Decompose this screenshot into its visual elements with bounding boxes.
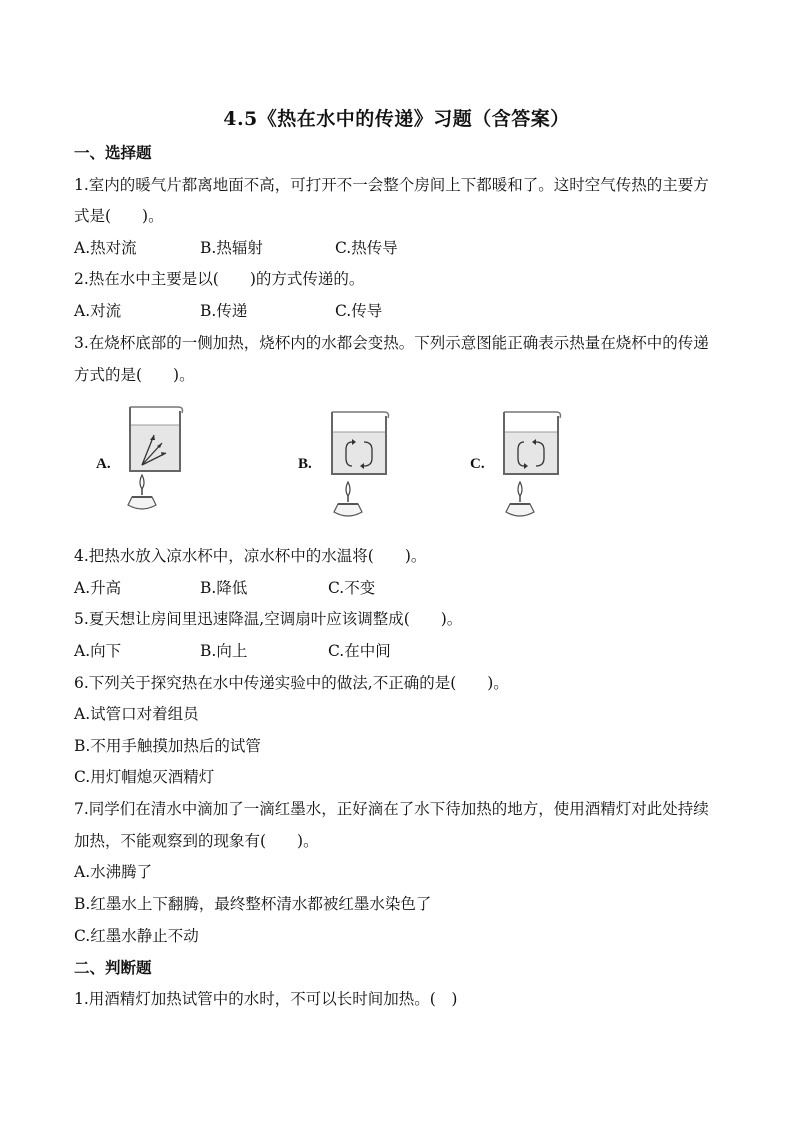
question-5-option-b: B.向上	[200, 642, 248, 660]
question-6-option-c: C.用灯帽熄灭酒精灯	[74, 768, 215, 786]
page-title: 4.5《热在水中的传递》习题（含答案）	[223, 108, 570, 130]
question-6-option-a: A.试管口对着组员	[74, 705, 199, 723]
figure-label-a: A.	[96, 456, 111, 472]
question-1-line-2: 式是( )。	[74, 207, 164, 225]
question-7-line-2: 加热，不能观察到的现象有( )。	[74, 832, 319, 850]
question-6-option-b: B.不用手触摸加热后的试管	[74, 737, 261, 755]
question-1-line-1: 1.室内的暖气片都离地面不高，可打开不一会整个房间上下都暖和了。这时空气传热的主要方	[74, 176, 709, 194]
question-5-text: 5.夏天想让房间里迅速降温,空调扇叶应该调整成( )。	[74, 610, 463, 628]
question-5-option-a: A.向下	[74, 642, 122, 660]
question-4-option-b: B.降低	[200, 579, 248, 597]
section-heading-choice: 一、选择题	[74, 143, 152, 162]
judge-question-1-text: 1.用酒精灯加热试管中的水时，不可以长时间加热。( )	[74, 990, 458, 1008]
question-7-line-1: 7.同学们在清水中滴加了一滴红墨水，正好滴在了水下待加热的地方，使用酒精灯对此处持续	[74, 800, 709, 818]
figure-label-b: B.	[298, 456, 312, 472]
beaker-diagram-c	[500, 410, 564, 522]
question-4-option-a: A.升高	[74, 579, 122, 597]
question-2-text: 2.热在水中主要是以( )的方式传递的。	[74, 270, 365, 288]
question-7-option-b: B.红墨水上下翻腾，最终整杯清水都被红墨水染色了	[74, 895, 432, 913]
question-4-option-c: C.不变	[328, 579, 376, 597]
question-1-option-a: A.热对流	[74, 239, 137, 257]
question-7-option-c: C.红墨水静止不动	[74, 927, 199, 945]
section-heading-judge: 二、判断题	[74, 958, 152, 977]
figure-label-c: C.	[470, 456, 485, 472]
question-1-option-b: B.热辐射	[200, 239, 263, 257]
beaker-diagram-a	[124, 405, 188, 523]
question-7-option-a: A.水沸腾了	[74, 863, 153, 881]
beaker-diagram-b	[328, 410, 392, 522]
question-2-option-a: A.对流	[74, 302, 122, 320]
question-2-option-c: C.传导	[335, 302, 383, 320]
question-3-line-1: 3.在烧杯底部的一侧加热，烧杯内的水都会变热。下列示意图能正确表示热量在烧杯中的传递	[74, 334, 709, 352]
question-5-option-c: C.在中间	[328, 642, 391, 660]
question-3-line-2: 方式的是( )。	[74, 366, 195, 384]
question-4-text: 4.把热水放入凉水杯中，凉水杯中的水温将( )。	[74, 547, 427, 565]
question-6-text: 6.下列关于探究热在水中传递实验中的做法,不正确的是( )。	[74, 674, 509, 692]
question-2-option-b: B.传递	[200, 302, 248, 320]
question-1-option-c: C.热传导	[335, 239, 398, 257]
